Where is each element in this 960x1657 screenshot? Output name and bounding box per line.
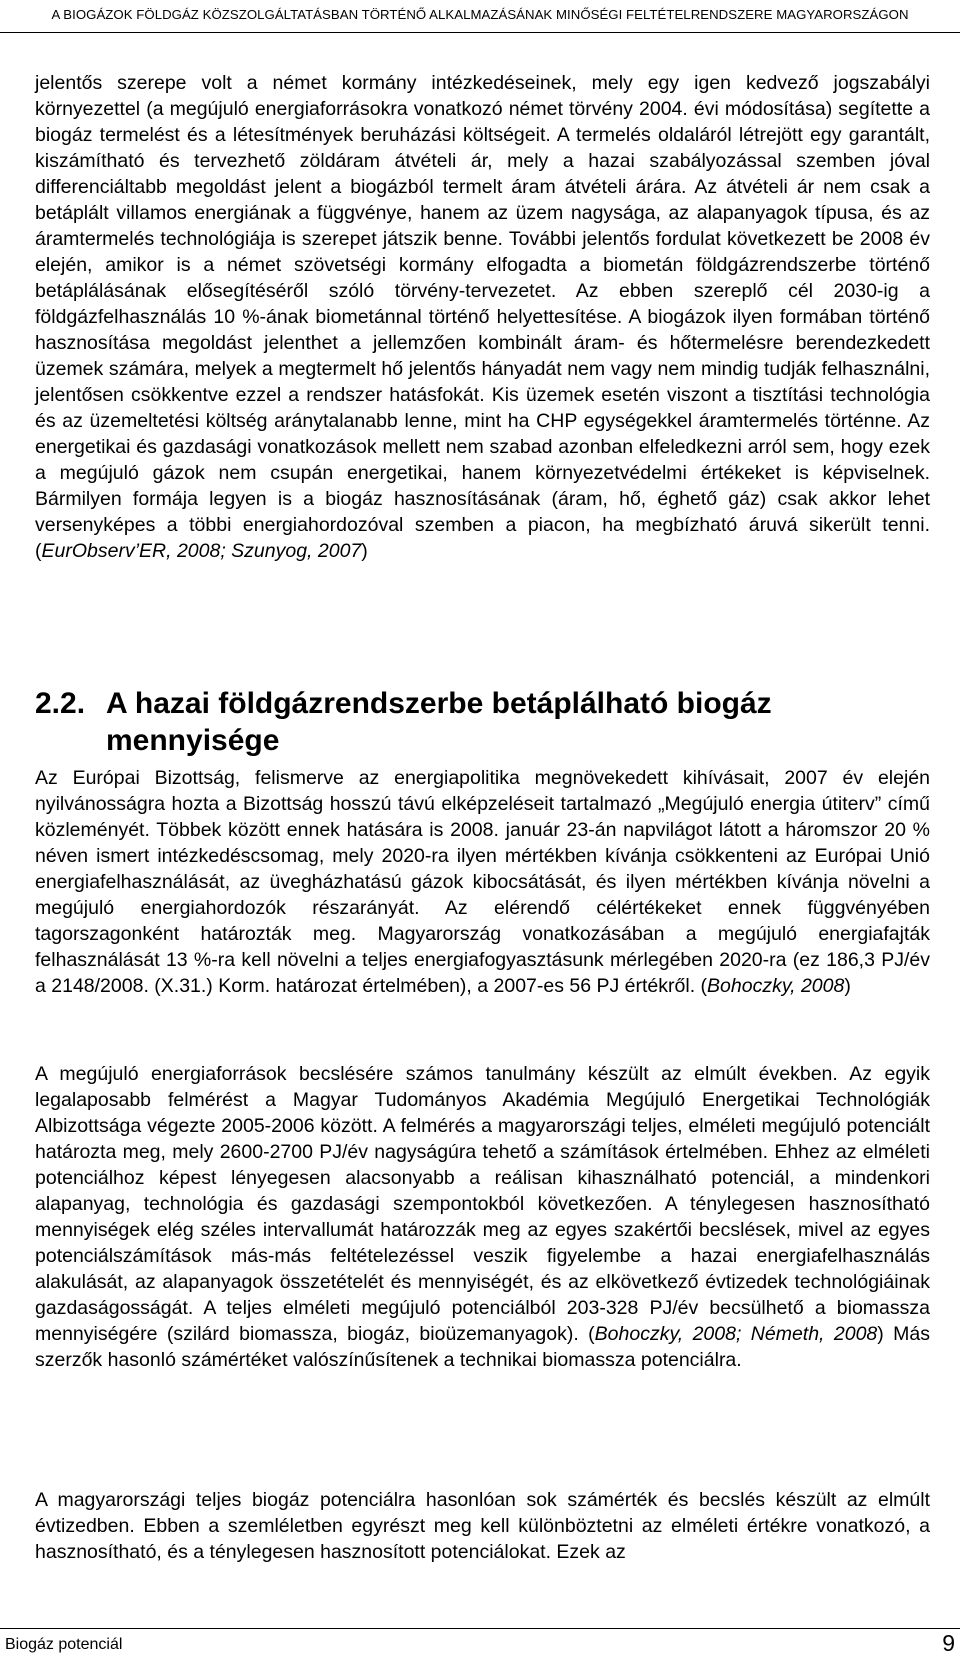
- body-paragraph-2: [35, 765, 930, 999]
- header-title: A BIOGÁZOK FÖLDGÁZ KÖZSZOLGÁLTATÁSBAN TÖRTÉNŐ ALKALMAZÁSÁNAK MINŐSÉGI FELTÉTELRENDSZERE MAGYARORSZÁGON: [51, 7, 909, 22]
- paragraph-text: [35, 1061, 930, 1373]
- paragraph-text: A magyarországi teljes biogáz potenciálra hasonlóan sok számérték és becslés készült az elmúlt évtizedben. Ebben a szemléletben egyrészt meg kell különböztetni az elméleti értékre vonatkozó, a hasznosítható, és a ténylegesen hasznosított potenciálokat. Ezek az: [35, 1489, 930, 1563]
- page-number: 9: [942, 1630, 955, 1656]
- heading-title-part-2: mennyisége: [106, 724, 280, 757]
- body-paragraph-1: [35, 70, 930, 564]
- citation-close: ): [361, 540, 368, 562]
- paragraph-main-text: jelentős szerepe volt a német kormány intézkedéseinek, mely egy igen kedvező jogszabályi környezettel (a megújuló energiaforrásokra vonatkozó német törvény 2004. évi módosítása) segítette a biogáz termelést és a létesítmények beruházási költségeit. A termelés oldaláról létrejött egy garantált, kiszámítható és tervezhető zöldáram átvételi ár, mely a hazai szabályozással szemben jóval differenciáltabb megoldást jelent a biogázból termelt áram átvételi árára. Az átvételi ár nem csak a betáplált villamos energiának a függvénye, hanem az üzem nagysága, az alapanyagok típusa, és az áramtermelés technológiája is szerepet játszik benne. További jelentős fordulat következett be 2008 év elején, amikor is a német szövetségi kormány elfogadta a biometán földgázrendszerbe történő betáplálásának elősegítéséről szóló törvény-tervezetet. Az ebben szereplő cél 2030-ig a földgázfelhasználás 10 %-ának biometánnal történő helyettesítése. A biogázok ilyen formában történő hasznosítása megoldást jelenthet a jellemzően kombinált áram- és hőtermelésre berendezkedett üzemek számára, melyek a megtermelt hő jelentős hányadát nem vagy nem mindig tudják felhasználni, jelentősen csökkentve ezzel a rendszer hatásfokát. Kis üzemek esetén viszont a tisztítási technológia és az üzemeltetési költség aránytalanabb lenne, mint ha CHP egységekkel áramtermelés történne. Az energetikai és gazdasági vonatkozások mellett nem szabad azonban elfeledkezni arról sem, hogy ezek a megújuló gázok nem csupán energetikai, hanem környezetvédelmi értékeket is képviselnek. Bármilyen formája legyen is a biogáz hasznosításának (áram, hő, éghető gáz) csak akkor lehet versenyképes a többi energiahordozóval szemben a piacon, ha megbízható áruvá sikerült tenni. (: [35, 72, 930, 562]
- citation: Bohoczky, 2008; Németh, 2008: [594, 1323, 878, 1345]
- citation: EurObserv’ER, 2008; Szunyog, 2007: [41, 540, 362, 562]
- page-header: [0, 0, 960, 33]
- paragraph-main-text: A megújuló energiaforrások becslésére számos tanulmány készült az elmúlt években. Az egyik legalaposabb felmérést a Magyar Tudományos Akadémia Megújuló Energetikai Technológiák Albizottsága végezte 2005-2006 között. A felmérés a magyarországi teljes, elméleti megújuló potenciált határozta meg, mely 2600-2700 PJ/év nagyságúra tehető a számítások értelmében. Ehhez az elméleti potenciálhoz képest lényegesen alacsonyabb a reálisan kihasználható potenciál, a mindenkori alapanyag, technológia és gazdasági szempontokból következően. A ténylegesen hasznosítható mennyiségek elég széles intervallumát határozzák meg az egyes szakértői becslések, mivel az egyes potenciálszámítások más-más feltételezéssel veszik figyelembe a hazai energiafelhasználás alakulását, az alapanyagok összetételét és mennyiségét, és az elkövetkező évtizedek technológiáinak gazdaságosságát. A teljes elméleti megújuló potenciálból 203-328 PJ/év becsülhető a biomassza mennyiségére (szilárd biomassza, biogáz, bioüzemanyagok). (: [35, 1063, 930, 1345]
- heading-title-part-1: A hazai földgázrendszerbe betáplálható biogáz: [106, 687, 772, 720]
- heading-line-1: [35, 685, 930, 722]
- footer-section-title: Biogáz potenciál: [5, 1636, 123, 1653]
- citation-close: ) Más szerzők hasonló számértéket valószínűsítenek a technikai biomassza potenciálra.: [35, 1323, 930, 1371]
- paragraph-main-text: Az Európai Bizottság, felismerve az energiapolitika megnövekedett kihívásait, 2007 év elején nyilvánosságra hozta a Bizottság hosszú távú elképzeléseit tartalmazó „Megújuló energia útiterv” című közleményét. Többek között ennek hatására is 2008. január 23-án napvilágot látott a háromszor 20 % néven ismert intézkedéscsomag, mely 2020-ra ilyen mértékben kívánja csökkenteni az Európai Unió energiafelhasználását, az üvegházhatású gázok kibocsátását, és ilyen mértékben kívánja növelni a megújuló energiahordozók részarányát. Az elérendő célértékeket ennek függvényében tagorszagonként határozták meg. Magyarország vonatkozásában a megújuló energiafajták felhasználását 13 %-ra kell növelni a teljes energiafogyasztásunk mérlegében 2020-ra (ez 186,3 PJ/év a 2148/2008. (X.31.) Korm. határozat értelmében), a 2007-es 56 PJ értékről. (: [35, 767, 930, 997]
- section-heading: [35, 685, 930, 759]
- paragraph-text: [35, 765, 930, 999]
- citation: Bohoczky, 2008: [707, 975, 845, 997]
- body-paragraph-4: [35, 1487, 930, 1565]
- body-paragraph-3: [35, 1061, 930, 1373]
- citation-close: ): [844, 975, 851, 997]
- page-footer: [0, 1628, 960, 1657]
- paragraph-text: [35, 70, 930, 564]
- section-number: 2.2.: [35, 687, 86, 720]
